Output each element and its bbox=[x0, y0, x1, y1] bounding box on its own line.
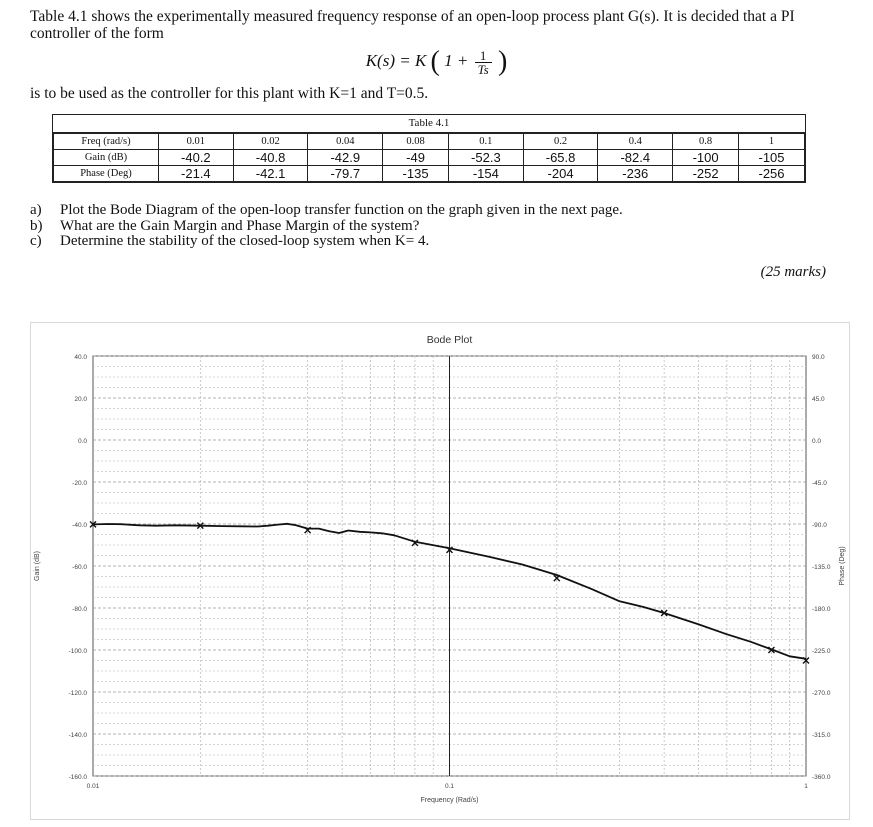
y-tick-label: -160.0 bbox=[68, 774, 87, 781]
cell-freq-0: 0.01 bbox=[159, 134, 234, 150]
y2-axis-label: Phase (Deg) bbox=[839, 546, 846, 586]
row-label-gain: Gain (dB) bbox=[54, 150, 159, 166]
marks-label: (25 marks) bbox=[760, 264, 826, 280]
row-label-freq: Freq (rad/s) bbox=[54, 134, 159, 150]
formula-left-paren: ( bbox=[430, 46, 440, 77]
cell-freq-6: 0.4 bbox=[598, 134, 673, 150]
y2-tick-label: -360.0 bbox=[812, 774, 831, 781]
question-text: Determine the stability of the closed-loop system when K= 4. bbox=[60, 233, 430, 249]
y2-tick-label: 45.0 bbox=[812, 396, 825, 403]
cell-phase-7: -252 bbox=[673, 166, 739, 182]
y2-tick-label: -225.0 bbox=[812, 648, 831, 655]
y-tick-label: -80.0 bbox=[72, 606, 87, 613]
y2-tick-label: 90.0 bbox=[812, 354, 825, 361]
y-tick-label: -100.0 bbox=[68, 648, 87, 655]
table-caption: Table 4.1 bbox=[53, 115, 805, 133]
y-tick-label: 20.0 bbox=[74, 396, 87, 403]
y-tick-label: -140.0 bbox=[68, 732, 87, 739]
y-tick-label: -60.0 bbox=[72, 564, 87, 571]
formula-lhs: K(s) = K bbox=[365, 50, 427, 70]
cell-phase-6: -236 bbox=[598, 166, 673, 182]
question-c bbox=[30, 234, 830, 250]
cell-phase-3: -135 bbox=[383, 166, 449, 182]
cell-gain-3: -49 bbox=[383, 150, 449, 166]
y-tick-label: -40.0 bbox=[72, 522, 87, 529]
cell-phase-5: -204 bbox=[523, 166, 598, 182]
y2-tick-label: -315.0 bbox=[812, 732, 831, 739]
cell-gain-2: -42.9 bbox=[308, 150, 383, 166]
y-axis-label: Gain (dB) bbox=[34, 551, 41, 581]
question-b bbox=[30, 219, 830, 235]
cell-freq-2: 0.04 bbox=[308, 134, 383, 150]
frequency-response-table bbox=[52, 114, 806, 183]
formula-denominator: Ts bbox=[477, 61, 489, 77]
table-row-freq bbox=[54, 134, 805, 150]
question-label: b) bbox=[30, 217, 43, 234]
cell-gain-5: -65.8 bbox=[523, 150, 598, 166]
cell-gain-7: -100 bbox=[673, 150, 739, 166]
formula-right-paren: ) bbox=[497, 46, 508, 77]
cell-freq-4: 0.1 bbox=[449, 134, 524, 150]
question-a bbox=[30, 203, 830, 219]
row-label-phase: Phase (Deg) bbox=[54, 166, 159, 182]
cell-freq-5: 0.2 bbox=[523, 134, 598, 150]
bode-plot bbox=[31, 323, 849, 819]
table-row-phase bbox=[54, 166, 805, 182]
y2-tick-label: -90.0 bbox=[812, 522, 827, 529]
y2-tick-label: -180.0 bbox=[812, 606, 831, 613]
cell-freq-3: 0.08 bbox=[383, 134, 449, 150]
cell-phase-0: -21.4 bbox=[159, 166, 234, 182]
question-text: Plot the Bode Diagram of the open-loop transfer function on the graph given in the next page. bbox=[60, 202, 623, 218]
cell-freq-8: 1 bbox=[739, 134, 805, 150]
formula-numerator: 1 bbox=[475, 49, 492, 63]
question-label: a) bbox=[30, 202, 42, 218]
y-tick-label: -20.0 bbox=[72, 480, 87, 487]
cell-gain-0: -40.2 bbox=[159, 150, 234, 166]
cell-phase-8: -256 bbox=[739, 166, 805, 182]
y-tick-label: 40.0 bbox=[74, 354, 87, 361]
x-axis-label: Frequency (Rad/s) bbox=[420, 797, 479, 804]
cell-phase-2: -79.7 bbox=[308, 166, 383, 182]
table-row-gain bbox=[54, 150, 805, 166]
cell-gain-8: -105 bbox=[739, 150, 805, 166]
y-tick-label: -120.0 bbox=[68, 690, 87, 697]
y2-tick-label: -135.0 bbox=[812, 564, 831, 571]
x-tick-label: 0.1 bbox=[444, 783, 455, 790]
question-label: c) bbox=[30, 233, 42, 249]
x-tick-label: 1 bbox=[804, 783, 808, 790]
cell-phase-1: -42.1 bbox=[233, 166, 308, 182]
y-tick-label: 0.0 bbox=[77, 438, 87, 445]
cell-gain-4: -52.3 bbox=[449, 150, 524, 166]
intro-text: Table 4.1 shows the experimentally measured frequency response of an open-loop process plant G(s). It is decided that a PI controller of the form bbox=[30, 8, 795, 42]
cell-gain-6: -82.4 bbox=[598, 150, 673, 166]
questions-list bbox=[30, 203, 830, 250]
y2-tick-label: 0.0 bbox=[812, 438, 822, 445]
x-tick-label: 0.01 bbox=[86, 783, 100, 790]
y2-tick-label: -45.0 bbox=[812, 480, 827, 487]
cell-freq-7: 0.8 bbox=[673, 134, 739, 150]
y2-tick-label: -270.0 bbox=[812, 690, 831, 697]
pi-controller-formula bbox=[0, 46, 873, 78]
chart-title: Bode Plot bbox=[426, 334, 473, 346]
formula-one-plus: 1 + bbox=[444, 50, 469, 70]
formula-fraction bbox=[475, 49, 492, 76]
cell-gain-1: -40.8 bbox=[233, 150, 308, 166]
cell-freq-1: 0.02 bbox=[233, 134, 308, 150]
controller-parameters-text: is to be used as the controller for this plant with K=1 and T=0.5. bbox=[30, 85, 429, 102]
bode-plot-frame bbox=[30, 322, 850, 820]
cell-phase-4: -154 bbox=[449, 166, 524, 182]
question-text: What are the Gain Margin and Phase Margin of the system? bbox=[60, 217, 420, 234]
